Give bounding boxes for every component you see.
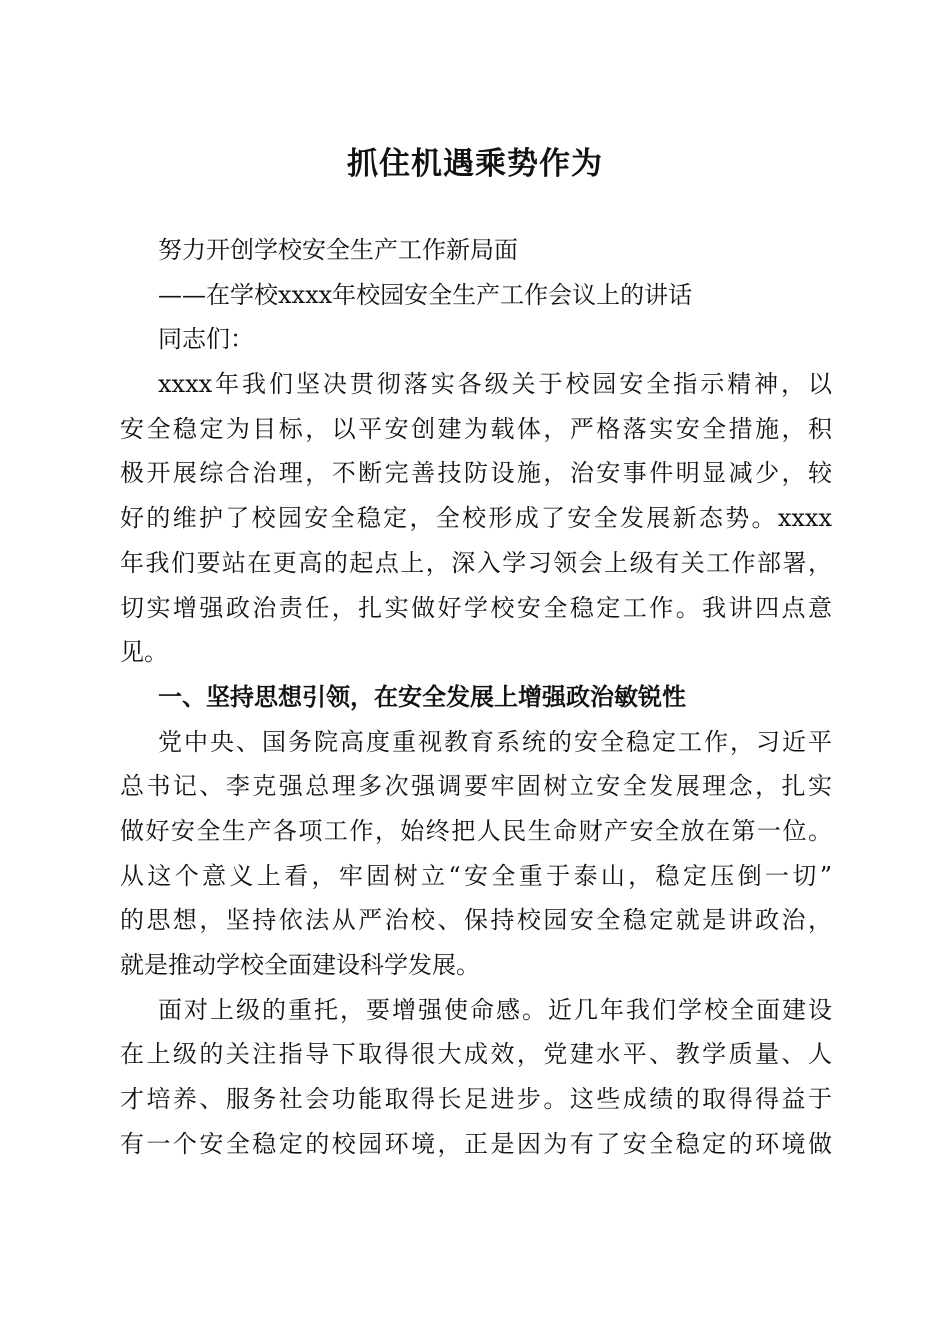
text-line: 总书记、李克强总理多次强调要牢固树立安全发展理念，扎实 (120, 772, 832, 801)
text-line: 就是推动学校全面建设科学发展。 (120, 951, 480, 979)
section-heading (120, 675, 832, 720)
text-line: 党中央、国务院高度重视教育系统的安全稳定工作，习近平 (158, 727, 832, 756)
text-line: ——在学校xxxx年校园安全生产工作会议上的讲话 (158, 280, 693, 309)
text-line: 见。 (120, 638, 168, 667)
text-line: 切实增强政治责任，扎实做好学校安全稳定工作。我讲四点意 (120, 593, 832, 622)
document-body (120, 228, 832, 1166)
text-line: 同志们： (158, 325, 254, 354)
body-paragraph (120, 720, 832, 988)
subtitle-paragraph (120, 273, 832, 318)
text-line: 努力开创学校安全生产工作新局面 (158, 236, 518, 264)
body-paragraph (120, 988, 832, 1167)
text-line: 极开展综合治理，不断完善技防设施，治安事件明显减少，较 (120, 459, 832, 488)
text-line: 做好安全生产各项工作，始终把人民生命财产安全放在第一位。 (120, 816, 832, 845)
document-title: 抓住机遇乘势作为 (347, 146, 603, 182)
text-line: 安全稳定为目标，以平安创建为载体，严格落实安全措施，积 (120, 414, 832, 443)
text-line: 年我们要站在更高的起点上，深入学习领会上级有关工作部署， (120, 548, 832, 577)
text-line: xxxx年我们坚决贯彻落实各级关于校园安全指示精神，以 (158, 370, 832, 399)
salutation-paragraph (120, 317, 832, 362)
subtitle-paragraph (120, 228, 832, 273)
text-line: 有一个安全稳定的校园环境，正是因为有了安全稳定的环境做 (120, 1129, 832, 1158)
text-line: 一、坚持思想引领，在安全发展上增强政治敏锐性 (158, 681, 686, 711)
text-line: 才培养、服务社会功能取得长足进步。这些成绩的取得得益于 (120, 1085, 832, 1114)
text-line: 的思想，坚持依法从严治校、保持校园安全稳定就是讲政治， (120, 906, 832, 935)
text-line: 面对上级的重托，要增强使命感。近几年我们学校全面建设 (158, 995, 832, 1024)
body-paragraph (120, 362, 832, 675)
text-line: 从这个意义上看，牢固树立“安全重于泰山，稳定压倒一切” (120, 861, 832, 890)
text-line: 好的维护了校园安全稳定，全校形成了安全发展新态势。xxxx (120, 504, 832, 533)
text-line: 在上级的关注指导下取得很大成效，党建水平、教学质量、人 (120, 1040, 832, 1069)
